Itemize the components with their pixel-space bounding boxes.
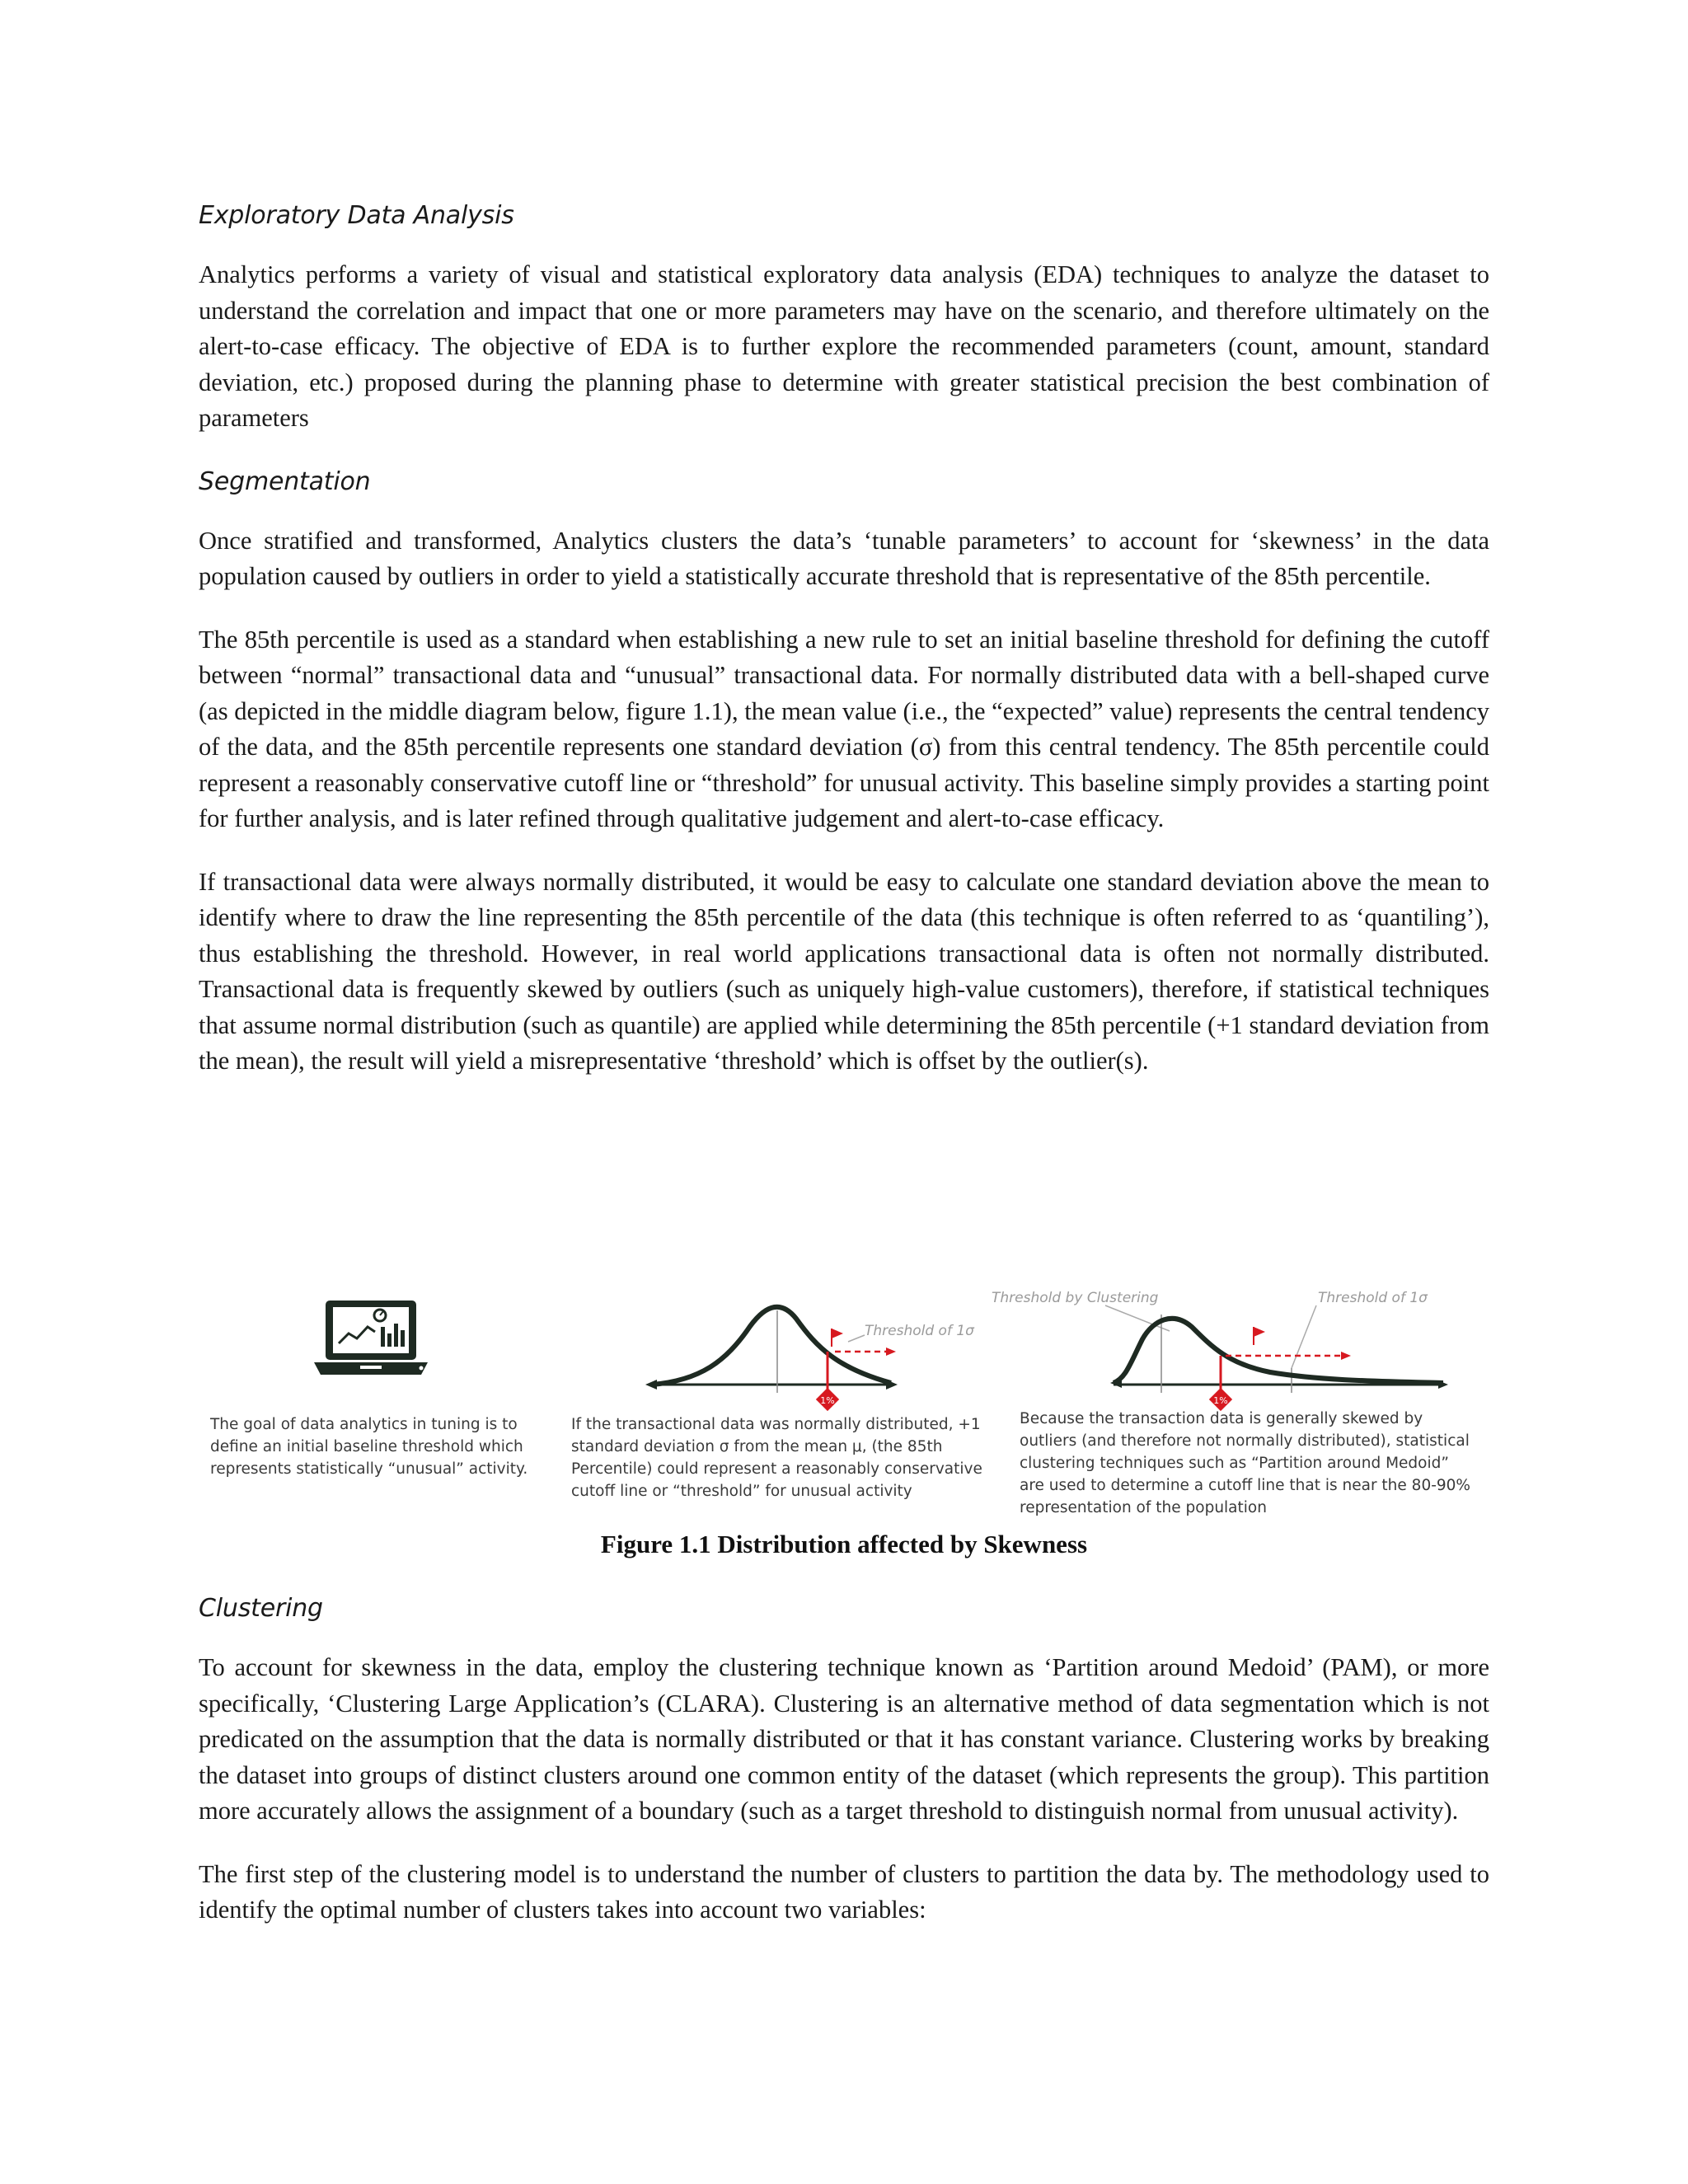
panel3-caption-line-2: outliers (and therefore not normally distributed), statistical [1020,1432,1470,1450]
segmentation-paragraph-2: The 85th percentile is used as a standard when establishing a new rule to set an initial baseline threshold for defining the cutoff between “normal” transactional data and “unusual” transactional data. For normally distributed data with a bell-shaped curve (as depicted in the middle diagram below, figure 1.1), the mean value (i.e., the “expected” value) represents the central tendency of the data, and the 85th percentile represents one standard deviation (σ) from this central tendency. The 85th percentile could represent a reasonably conservative cutoff line or “threshold” for unusual activity. This baseline simply provides a starting point for further analysis, and is later refined through qualitative judgement and alert-to-case efficacy. [199,625,1489,832]
upper-content [199,198,1489,1080]
flag-icon [1254,1327,1265,1345]
segmentation-heading: Segmentation [199,466,371,496]
segmentation-paragraph-1: Once stratified and transformed, Analytics clusters the data’s ‘tunable parameters’ to account for ‘skewness’ in the data population caused by outliers in order to yield a statistically accurate threshold that is representative of the 85th percentile. [199,526,1489,590]
figure-caption: Figure 1.1 Distribution affected by Skewness [600,1530,1088,1558]
percent-badge-icon [816,1388,839,1411]
panel2-caption-line-1: If the transactional data was normally distributed, +1 [571,1416,981,1433]
panel1-caption-line-3: represents statistically “unusual” activity. [210,1460,528,1478]
panel3-caption-line-5: representation of the population [1020,1499,1267,1516]
panel2-caption-line-3: Percentile) could represent a reasonably conservative [571,1460,982,1478]
skewed-distribution-diagram [982,1286,1476,1426]
panel3-annotation-threshold: Threshold of 1σ [1318,1290,1428,1306]
panel1-caption-line-1: The goal of data analytics in tuning is to [210,1416,518,1433]
clustering-paragraph-1: To account for skewness in the data, employ the clustering technique known as ‘Partition around Medoid’ (PAM), or more specifically, ‘Clustering Large Application’s (CLARA). Clustering is an alternative method of data segmentation which is not predicated on the assumption that the data is normally distributed or that it has constant variance. Clustering works by breaking the dataset into groups of distinct clusters around one common entity of the dataset (which represents the group). This partition more accurately allows the assignment of a boundary (such as a target threshold to distinguish normal from unusual activity). [199,1653,1489,1825]
panel3-badge: 1% [1213,1395,1228,1406]
eda-heading: Exploratory Data Analysis [199,201,514,230]
panel2-caption-line-2: standard deviation σ from the mean μ, (the 85th [571,1438,943,1455]
panel3-caption-line-1: Because the transaction data is generally skewed by [1020,1410,1423,1427]
panel1-caption-line-2: define an initial baseline threshold which [210,1438,523,1455]
clustering-heading: Clustering [199,1594,323,1623]
panel3-annotation-clustering: Threshold by Clustering [992,1290,1159,1306]
panel2-caption-line-4: cutoff line or “threshold” for unusual activity [571,1483,912,1500]
figure-1-1 [199,1286,1489,1541]
laptop-analytics-icon [199,1286,545,1434]
flag-icon [832,1329,843,1347]
panel3-caption-line-3: clustering techniques such as “Partition around Medoid” [1020,1455,1449,1472]
panel2-annotation-threshold: Threshold of 1σ [865,1323,974,1339]
panel3-caption-line-4: are used to determine a cutoff line that is near the 80-90% [1020,1477,1471,1494]
lower-content [199,1591,1489,1929]
segmentation-paragraph-3: If transactional data were always normally distributed, it would be easy to calculate one standard deviation above the mean to identify where to draw the line representing the 85th percentile of the data (this technique is often referred to as ‘quantiling’), thus establishing the threshold. However, in real world applications transactional data is often not normally distributed. Transactional data is frequently skewed by outliers (such as uniquely high-value customers), therefore, if statistical techniques that assume normal distribution (such as quantile) are applied while determining the 85th percentile (+1 standard deviation from the mean), the result will yield a misrepresentative ‘threshold’ which is offset by the outlier(s). [199,867,1489,1075]
normal-distribution-diagram [627,1286,974,1426]
clustering-paragraph-2: The first step of the clustering model is to understand the number of clusters to partition the data by. The methodology used to identify the optimal number of clusters takes into account two variables: [199,1859,1489,1924]
panel2-badge: 1% [820,1395,835,1406]
eda-paragraph: Analytics performs a variety of visual and statistical exploratory data analysis (EDA) techniques to analyze the dataset to understand the correlation and impact that one or more parameters may have on the scenario, and therefore ultimately on the alert-to-case efficacy. The objective of EDA is to further explore the recommended parameters (count, amount, standard deviation, etc.) proposed during the planning phase to determine with greater statistical precision the best combination of parameters [199,260,1489,432]
